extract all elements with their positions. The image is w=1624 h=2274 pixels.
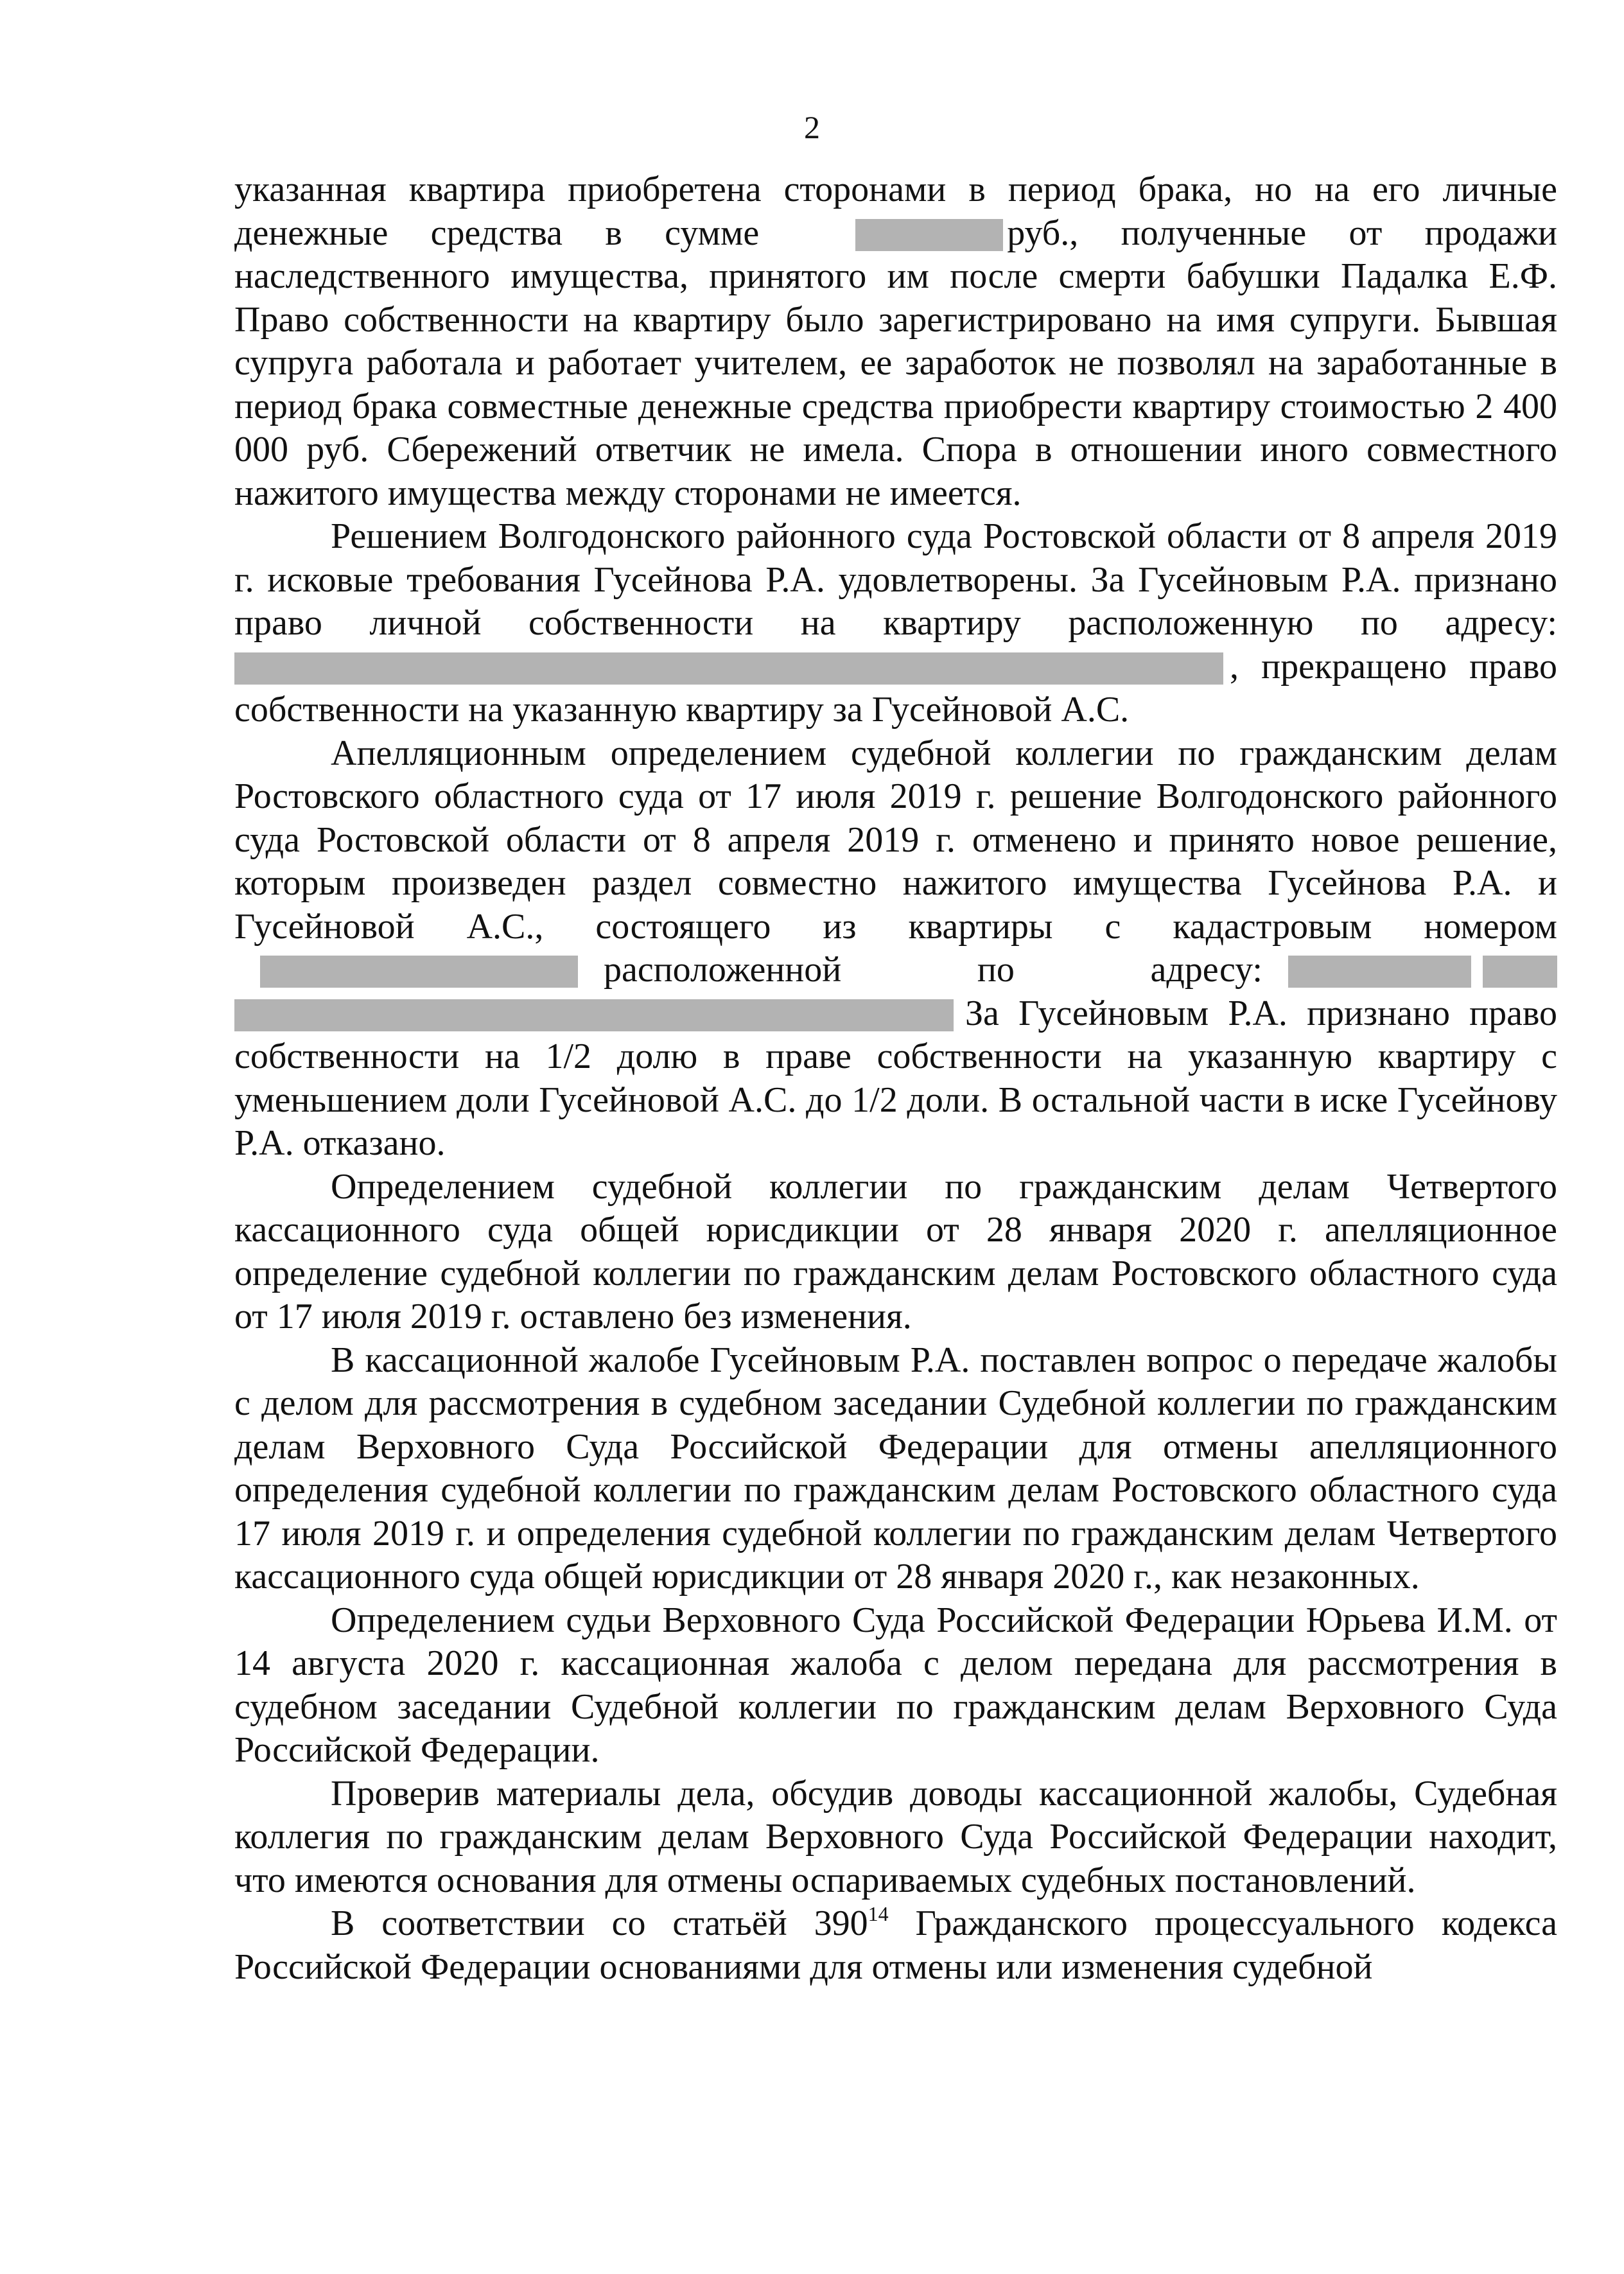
- article-superscript: 14: [868, 1902, 889, 1925]
- redacted-address: [1483, 956, 1557, 988]
- redacted-address: [234, 999, 954, 1031]
- redacted-cadastral-number: [260, 956, 578, 988]
- document-body: [234, 168, 1557, 1989]
- paragraph-text: Апелляционным определением судебной коллегии по гражданским делам Ростовского областного суда от 17 июля 2019 г. решение Волгодонского районного суда Ростовской области от 8 апреля 2019 г. отменено и принято новое решение, которым произведен раздел совместно нажитого имущества Гусейнова Р.А. и Гусейновой А.С., состоящего из квартиры с кадастровым номером: [234, 733, 1557, 947]
- paragraph-cassation-appeal: В кассационной жалобе Гусейновым Р.А. поставлен вопрос о передаче жалобы с делом для рассмотрения в судебном заседании Судебной коллегии по гражданским делам Верховного Суда Российской Федерации для отмены апелляционного определения судебной коллегии по гражданским делам Ростовского областного суда 17 июля 2019 г. и определения судебной коллегии по гражданским делам Четвертого кассационного суда общей юрисдикции от 28 января 2020 г., как незаконных.: [234, 1340, 1557, 1596]
- redacted-address: [234, 652, 1223, 685]
- paragraph-appeal-ruling: [234, 732, 1557, 1166]
- paragraph-text: указанная квартира приобретена сторонами в период брака, но на его личные денежные средства в сумме: [234, 170, 1557, 253]
- paragraph-text: руб., полученные от продажи наследственного имущества, принятого им после смерти бабушки Падалка Е.Ф. Право собственности на квартиру было зарегистрировано на имя супруги. Бывшая супруга работала и работает учителем, ее заработок не позволял на заработанные в период брака совместные денежные средства приобрести квартиру стоимостью 2 400 000 руб. Сбережений ответчик не имела. Спора в отношении иного совместного нажитого имущества между сторонами не имеется.: [234, 213, 1557, 513]
- paragraph-text: , прекращено право собственности на указанную квартиру за Гусейновой А.С.: [234, 646, 1557, 730]
- paragraph-judge-determination: Определением судьи Верховного Суда Российской Федерации Юрьева И.М. от 14 августа 2020 г. кассационная жалоба с делом передана для рассмотрения в судебном заседании Судебной коллегии по гражданским делам Верховного Суда Российской Федерации.: [234, 1600, 1557, 1770]
- paragraph-text: расположенной по адресу:: [604, 950, 1262, 990]
- paragraph-court-finding: Проверив материалы дела, обсудив доводы кассационной жалобы, Судебная коллегия по гражданским делам Верховного Суда Российской Федерации находит, что имеются основания для отмены оспариваемых судебных постановлений.: [234, 1773, 1557, 1900]
- redacted-sum: [855, 219, 1003, 251]
- paragraph-cassation-ruling: Определением судебной коллегии по гражданским делам Четвертого кассационного суда общей юрисдикции от 28 января 2020 г. апелляционное определение судебной коллегии по гражданским делам Ростовского областного суда от 17 июля 2019 г. оставлено без изменения.: [234, 1166, 1557, 1336]
- redacted-address: [1288, 956, 1471, 988]
- paragraph-defendant-claim: [234, 168, 1557, 515]
- paragraph-district-court-decision: [234, 515, 1557, 732]
- paragraph-text: Решением Волгодонского районного суда Ростовской области от 8 апреля 2019 г. исковые требования Гусейнова Р.А. удовлетворены. За Гусейновым Р.А. признано право личной собственности на квартиру расположенную по адресу:: [234, 516, 1557, 643]
- paragraph-text: Гражданского процессуального кодекса Российской Федерации основаниями для отмены или изменения судебной: [234, 1903, 1558, 1987]
- paragraph-text: В соответствии со статьёй 390: [331, 1903, 868, 1943]
- page-number: 2: [804, 109, 820, 145]
- paragraph-legal-basis: [234, 1902, 1557, 1989]
- paragraph-text: За Гусейновым Р.А. признано право собственности на 1/2 долю в праве собственности на указанную квартиру с уменьшением доли Гусейновой А.С. до 1/2 доли. В остальной части в иске Гусейнову Р.А. отказано.: [234, 993, 1557, 1163]
